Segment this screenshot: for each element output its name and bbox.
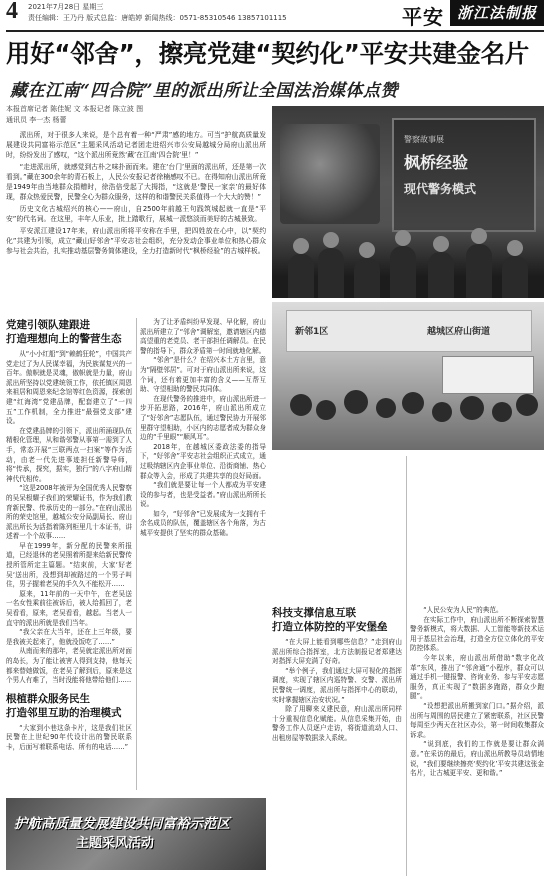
photo-command-center xyxy=(272,302,544,450)
body-paragraph: 除了用聊来义建民意，府山派出所同样十分重视信息化赋能。从信息采集开始，由警务工作人员逐户走访，将街道流动人口、出租房屋等数据录入系统。 xyxy=(272,705,402,742)
crowd-figure xyxy=(376,398,396,418)
column-divider xyxy=(136,318,137,790)
body-paragraph: 在实际工作中，府山派出所不断探索智慧警务新模式，将大数据、人工智能等新技术运用于基层社会治理，打造全方位立体化的平安防控体系。 xyxy=(410,615,544,653)
body-paragraph: 为了让矛盾纠纷早发现、早化解，府山派出所建立了“邻舍”调解室，邀请辖区内德高望重的老党员、老干部担任调解员。在民警的指导下，群众矛盾第一时间就地化解。 xyxy=(140,318,266,355)
lead-paragraph: “走进派出所，就感觉到古朴之味扑面而来。建在‘台门’里面的派出所，还是第一次看到。”藏在300余年的青石板上，人民公安报记者徐楠感叹不已。在得知府山派出所竟是1949年由当地群众捐赠时，徐浩倍受起了大拇指，“这就是‘警民一家亲’的最好体现，群众热爱民警，民警全心为群众服务，这样的和谐警民关系值得一个大大的赞！” xyxy=(6,163,266,201)
lead-paragraph: 历史文化古城绍兴的核心——府山，自2500年前越王句践筑城起就一直是“平安”的代名词。在这里，丰年人乐业，批上踏歌行，展城一派悠淡而美好的古城景致。 xyxy=(6,205,266,223)
visitor-figure xyxy=(466,244,492,298)
visitor-figure xyxy=(354,258,380,298)
photo-banner xyxy=(286,310,532,352)
byline xyxy=(6,104,143,126)
byline-line: 通讯员 李一杰 杨蕾 xyxy=(6,116,67,124)
visitor-figure xyxy=(318,248,344,298)
subheadline: 藏在江南“四合院”里的派出所让全国法治媒体点赞 xyxy=(10,81,399,101)
sign-line: 现代警务模式 xyxy=(404,182,477,196)
photo-overlay-title: 护航高质量发展建设共同富裕示范区 xyxy=(14,816,230,832)
section-heading: 党建引领队建跟进 打造理想向上的警营生态 xyxy=(6,319,122,345)
sign-line: 枫桥经验 xyxy=(404,153,469,172)
body-paragraph: “在大屏上能看到哪些信息？”走到府山派出所综合指挥室，北方法制报记者郑建达对指挥大屏充满了好奇。 xyxy=(272,638,402,666)
lead-paragraph: 派出所，对于很多人来说，是个总有着一种“严肃”感的地方。可当“护航高质量发展建设共同富裕示范区”主题采风活动记者团走进绍兴市公安局越城分局府山派出所时，纷纷发出了感叹，“这个派出所竟然‘藏’在江南‘四合院’里！” xyxy=(6,131,266,159)
photo-overlay-subtitle: 主题采风活动 xyxy=(76,836,155,851)
crowd-figure xyxy=(516,394,538,416)
column-1 xyxy=(6,318,132,753)
body-paragraph: 在现代警务的推进中，府山派出所进一步开拓思路，2016年，府山派出所成立了“好邻舍”志愿队伍，通过警民协力开展邻里群守望相助，小区内的志愿者成为群众身边的“千里眼”“顺风耳”。 xyxy=(140,394,266,442)
body-paragraph: “举个例子，我们通过大屏可视化的指挥调度，实现了辖区内巡特警、交警、派出所民警统一调度，派出所与指挥中心的联动，实时掌握辖区治安状况。” xyxy=(272,666,402,704)
section-heading: 根植群众服务民生 打造邻里互助的治理模式 xyxy=(6,692,122,719)
column-4 xyxy=(410,456,544,779)
crowd-figure xyxy=(290,394,312,416)
body-paragraph: 从南而来的那年，老吴就定派出所对面的岛长，为了能让被害人得到支持，他每天都来替她做饭，在老吴了解到后，原来是这个男人有难了，当时没能将他带给他们…… xyxy=(6,647,132,685)
column-3 xyxy=(272,456,402,744)
sign-line: 警察故事展 xyxy=(404,135,444,144)
page-number: 4 xyxy=(6,0,18,24)
masthead xyxy=(6,0,544,32)
photo-wall-graphic xyxy=(280,124,380,224)
section-name: 平安 xyxy=(402,5,444,29)
body-paragraph: “邻舍”是什么？在绍兴本土方言里，意为“隔壁邻居”。可对于府山派出所来说，这个词，还有着更加丰富的含义——互帮互助、守望相助的警民共同体。 xyxy=(140,356,266,394)
body-paragraph: 今年以来，府山派出所借助“数字化改革”东风，推出了“邻舍通”小程序，群众可以通过手机一键报警、咨询业务、参与平安志愿服务，真正实现了“数据多跑路，群众少跑腿”。 xyxy=(410,653,544,701)
body-paragraph: “人民公安为人民”的典范。 xyxy=(423,606,503,614)
body-paragraph: “我们就是要让每一个人都成为平安建设的参与者，也是受益者。”府山派出所所长说。 xyxy=(140,481,266,509)
visitor-figure xyxy=(502,256,528,298)
headline: 用好“邻舍”，擦亮党建“契约化”平安共建金名片 xyxy=(6,39,530,68)
crowd-figure xyxy=(460,396,484,420)
lead-column xyxy=(6,130,266,258)
body-paragraph: 早在1999年，新分配的民警来所报道，已经退休的老吴照着所提来给新民警传授所管所定主篇题。“结束前，大家‘好老吴‘送出所，没想到却被路过的一个男子叫住，男子握着老吴的手久久不能松开…… xyxy=(6,541,132,589)
column-2 xyxy=(140,318,266,539)
date-line: 2021年7月28日 星期三 xyxy=(28,3,104,11)
visitor-figure xyxy=(390,246,416,298)
banner-text: 越城区府山街道 xyxy=(427,327,491,337)
crowd-figure xyxy=(344,390,368,414)
crowd-figure xyxy=(432,402,452,422)
column-divider xyxy=(406,456,407,876)
body-paragraph: “设想把派出所搬到家门口。”据介绍，派出所与周围的居民建立了紧密联系，社区民警每周至少两天在社区办公，第一时间收集群众诉求。 xyxy=(410,701,544,739)
crowd-figure xyxy=(316,400,336,420)
visitor-figure xyxy=(428,252,454,298)
banner-text: 新邻1区 xyxy=(295,327,329,337)
body-paragraph: 从“小小红船”到“赖鹤狂轮”，中国共产党走过了为人民谋幸福，为民族谋复兴的一百年。傲帜就是灵魂，傲帜就是力量，府山派出所坚持以党建统领工作，依托镇区周恩来祖居和周恩来纪念馆等红色资源，探索创建“红海湾”党建品牌，配套建立了“一四五”工作机制，全力推进“最强党支部”建设。 xyxy=(6,350,132,426)
body-paragraph: 在党建品牌的引领下，派出所涌现队伍精根化管理，从和谐邻警从事第一需到了人手，常态开展“三联两点一扫案”等作为活动，由老一代先进事迹担任新警导师，将“传承，探究，据实，独行”的八字府山精神代代相传。 xyxy=(6,426,132,483)
photo-visitors xyxy=(272,226,544,298)
section-heading: 科技支撑信息互联 打造立体防控的平安堡垒 xyxy=(272,607,388,633)
photo-exhibit-sign xyxy=(392,118,536,232)
paper-logo: 浙江法制报 xyxy=(450,0,544,26)
body-paragraph: 如今，“好邻舍”已发展成为一支拥有千余名成员的队伍，覆盖辖区各个角落，为古城平安提供了坚实的群众基础。 xyxy=(140,509,266,538)
body-paragraph: 原来，11年前的一天中午，在老吴送一名女性乘前往被诉后，被人给抓回了，老吴看看，原来，老吴看看，越起。当老人一直守的派出所就是我们当年。 xyxy=(6,589,132,627)
body-paragraph: “这是2008年被评为全国优秀人民警察的吴呆根耀子我们的荣耀证书，作为我们教育新民警、传承历史的一部分。”在府山派出所的荣史馆里，越城公安分局副局长、府山派出所长为活指着陈列柜里几十本证书，讲述着一个个故事…… xyxy=(6,484,132,541)
photo-display-screen xyxy=(442,356,534,394)
crowd-figure xyxy=(402,392,424,414)
body-paragraph: “我父亲在大当年，还在上三年级，要是我被关起来了，他就没饭吃了……” xyxy=(6,628,132,646)
byline-line: 本报首席记者 陈佳妮 文 本报记者 陈立波 图 xyxy=(6,105,144,113)
editor-line: 责任编辑：王乃丹 版式总监：唐皓婷 新闻热线：0571-85310546 13857101115 xyxy=(28,14,287,22)
lead-paragraph: 平安派江建设17年来，府山派出所将平安称在手里，把四姓放在心中，以“契约化”共建为引领，成立“藏山好邻舍”平安志社会组织，充分发动企事业单位和热心群众参与社会共治，扎实推动基层警务简体建设，全力打造新时代“枫桥经验”的古城样板。 xyxy=(6,227,266,255)
body-paragraph: 2018年，在越城区委政法委的指导下，“好邻舍”平安志社会组织正式成立，通过吸纳辖区内企事业单位、沿街商铺、热心群众等入会，形成了共建共享的良好局面。 xyxy=(140,442,266,480)
photo-police-station-exhibit xyxy=(272,106,544,298)
visitor-figure xyxy=(288,254,314,298)
body-paragraph: “说到底，我们的工作就是要让群众满意。”在采访的最后，府山派出所教导员动情地说，“我们要继续擦亮‘契约化’平安共建这张金名片，让古城更平安、更和谐。” xyxy=(410,740,544,778)
crowd-figure xyxy=(492,402,512,422)
body-paragraph: “大家到小巷这条卡片，这是我们社区民警在上世纪90年代设计出的警民联系卡，后面写着联系电话、所有的电话……” xyxy=(6,723,132,751)
photo-campaign-banner xyxy=(6,798,266,870)
